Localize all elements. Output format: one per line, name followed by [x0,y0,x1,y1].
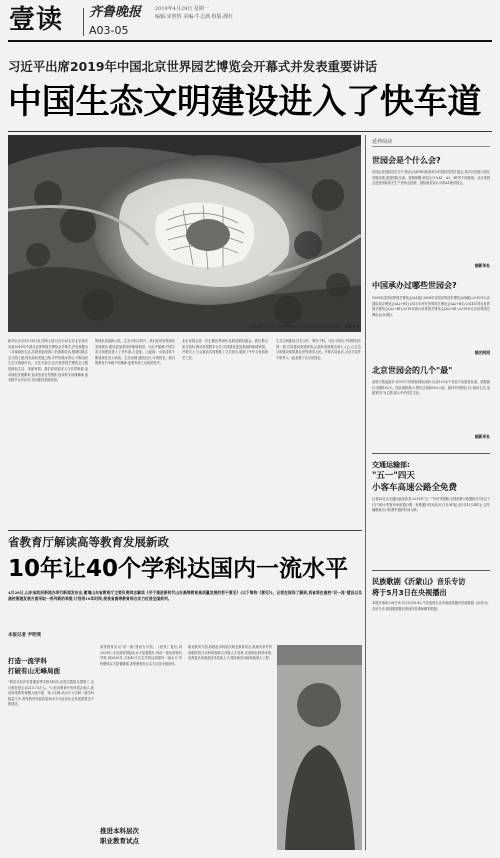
masthead-meta-2: 编辑:宋胜辉 美编:牛志满 组版:颜红 [155,14,234,20]
second-kicker: 省教育厅解读高等教育发展新政 [8,535,169,549]
lead-headline: 中国生态文明建设进入了快车道 [8,82,482,122]
second-body-col-1: "我省目前共有普通高等学校145所,在校生数居全国第三,全日制在校生达210.73万人。"山东省教育厅负责同志表示,我省高等教育规模大而不强、有山无峰,高水平大学和一流学科数量不多,高等教育发展质量和水平与经济社会发展需要还不相适应。 [8,680,94,707]
sidebar-credit-1: 据新华社 [474,263,490,268]
paper-logo: 齐鲁晚报 [89,5,142,20]
masthead-divider [83,8,84,36]
sidebar-text-2: 1999年昆明世界园艺博览会(A1级);2006年沈阳世界园艺博览会(B级);2010年台北国际花卉博览会(A2+B1);2011年西安世界园艺博览会(A2+B1);2014年青岛世界园艺博览会(A2+B1);2016年唐山世界园艺博览会(A2+B1);2019年北京世界园艺博览会(A1级)。 [372,296,490,317]
sidebar-label: 延伸阅读 [372,138,490,147]
second-photo [277,645,362,850]
section-title: 壹读 [9,5,64,35]
lead-body-col-2: 的绿色发展新示范。生态兴则文明兴。我们应该坚持绿色发展理念,建设更加美好的地球家园。习近平强调,中国生态文明建设进入了快车道,天更蓝、山更绿、水更清将不断展现在世人面前。生态治理,道阻且长,行则将至。我们既要有只争朝夕的精神,更要有持之以恒的坚守。 [95,339,175,366]
sidebar-text-5: 本报济南4月28日讯 5月3日20:42,中央电视台音乐频道将播出民族歌剧《沂蒙山》音乐专访,展现歌剧幕后的创作故事和精彩唱段。 [372,601,490,611]
sidebar-rule-2 [372,570,490,571]
lead-body-col-4: 生态文明建设,功在当代、利在千秋。习近平指出,中国愿同各国一道,共同建设美丽家园,让绿色发展理念深入人心,让生态文明建设成果惠及世界各国人民。开幕式结束后,习近平同外方领导人一起参观了北京世园会。 [276,339,361,360]
masthead-meta-1: 2019年4月29日 星期一 [155,6,209,12]
lead-body-col-1: 新华社北京4月28日电 国家主席习近平28日在北京延庆出席2019年中国北京世界园艺博览会开幕式,并发表题为《共谋绿色生活,共建美丽家园》的重要讲话,强调同筑生态文明之基,同走绿色发展之路,守护好绿水青山,不断迈向生态文明新时代。习近平指出,这次世界园艺博览会主题是绿色生活、美丽家园。我们应该追求人与自然和谐,追求绿色发展繁荣,追求热爱自然情怀,追求科学治理精神,追求携手合作应对,共同建设美丽家园。 [8,339,88,383]
sidebar-heading-3: 北京世园会的几个"最" [372,366,453,375]
portrait-photo [277,645,362,850]
masthead [0,0,500,54]
section-divider [8,530,362,531]
expo-aerial-photo [8,135,361,332]
sidebar-credit-2: 据光明网 [474,350,490,355]
subhead-2: 推进本科层次 职业教育试点 [100,827,139,845]
lead-kicker: 习近平出席2019年中国北京世界园艺博览会开幕式并发表重要讲话 [8,59,378,74]
edition-code: A03-05 [89,24,129,37]
sidebar-heading-1: 世园会是个什么会? [372,156,441,165]
masthead-rule [8,40,492,42]
sidebar-rule-1 [372,453,490,454]
second-body-col-3: 职业教育方面,将推进本科层次职业教育试点,鼓励有条件的高职院校与本科高校联合开展人才培养,完善职业教育体系,培养更多高素质技术技能人才,服务新旧动能转换重大工程。 [188,645,272,661]
lead-photo [8,135,361,332]
sidebar-credit-3: 据新华社 [474,434,490,439]
subhead-1: 打造一流学科 打破有山无峰局面 [8,657,60,675]
second-headline: 10年让40个学科达国内一流水平 [8,556,349,582]
byline: 本报记者 尹明亮 [8,633,42,638]
second-body-col-2: 高等教育应以"双一流"建设为引领。《意见》提出,到2025年,全省高校国际化水平显著提升,形成一批优势特色学科;到2030年,力争40个左右学科达到国内一流水平,学科整体实力显著增强,高等教育综合实力位居全国前列。 [100,645,182,666]
lead-body-col-3: 北京世园会是一次汇聚世界绿色发展成果的盛会。我们要以此为契机,推动各国携手合作,共同建设更加美丽的地球家园。开幕式上,与会嘉宾共同观看了文艺演出,展现了中华文化和园艺之美。 [182,339,268,360]
sidebar-heading-2: 中国承办过哪些世园会? [372,281,457,290]
sidebar-heading-5: 民族歌剧《沂蒙山》音乐专访 将于5月3日在央视播出 [372,577,466,597]
sidebar-text-1: 世园会是国际园艺生产者协会(AIPH)批准举办的国际性园艺展会,其宗旨是展示园艺发展成果,促进国际交流。按照规模,世园会分为A1、A2、B1等不同级别。北京世园会是经国际园艺生产者协会批准、国际展览局认可的A1级世园会。 [372,170,490,186]
sidebar-divider [365,135,366,850]
lead-rule [8,131,492,132]
photo-caption: 这是4月19日无人机拍摄的北京世园会国际馆外景画面。 据新华社 [249,324,360,329]
sidebar-kicker-4: 交通运输部: [372,461,410,469]
sidebar-text-3: 参展方数量最多:有110个国家和国际组织,以及120余个非官方参展者参展。展期最长:展期162天。园区面积最大:围栏区面积503公顷。最具中国特色:以"绿色生活 美丽家园"为主题,展示中华园艺文化。 [372,380,490,396]
sidebar-heading-4: "五一"四天 小客车高速公路全免费 [372,471,458,493]
sidebar-text-4: 记者28日从交通运输部获悉,2019年"五一"劳动节假期,全国收费公路继续对7座以下(含7座)小型客车免收通行费。免费通行时间从5月1日0时起,至5月4日24时止,以车辆驶离出口收费车道的时间为准。 [372,497,490,513]
second-intro: 4月28日,山东省政府新闻办举行新闻发布会,邀请山东省教育厅主要负责同志解读《关于推进新时代山东高等教育高质量发展的若干意见》(以下简称《意见》)。记者在现场了解到,我省将在高校"双一流"建设以及高校管理发展方面采取一系列新的举措,计划用10年时间,使我省高等教育综合实力位居全国前列。 [8,590,362,601]
